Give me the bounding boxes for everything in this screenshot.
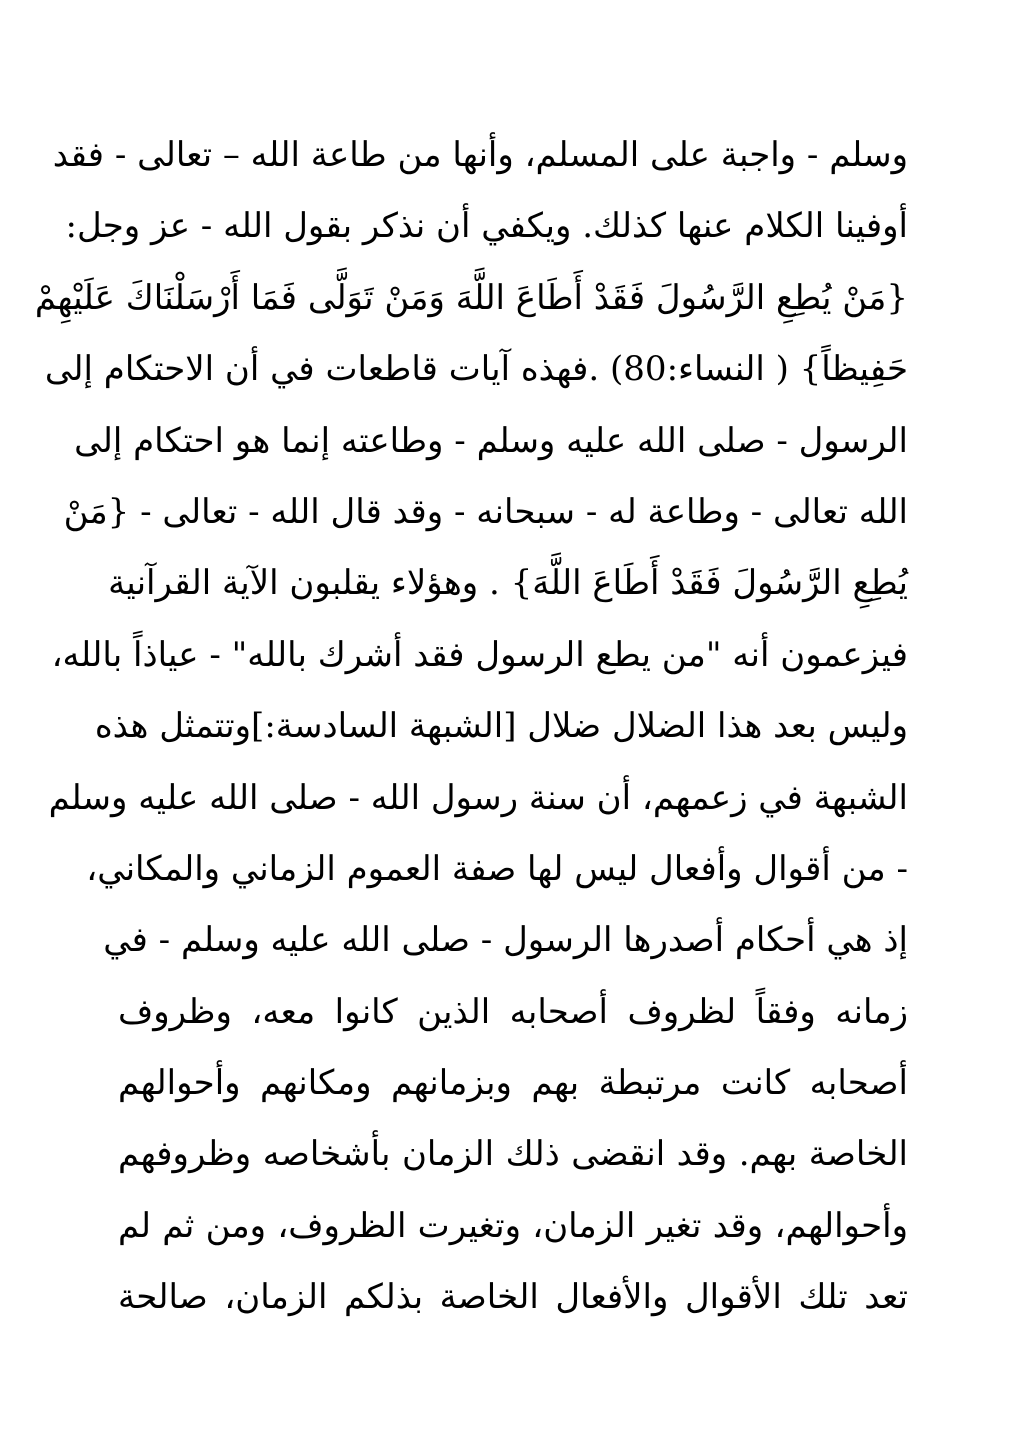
text-line: تعد تلك الأقوال والأفعال الخاصة بذلكم الزمان، صالحة [118,1277,908,1318]
text-line: وسلم - واجبة على المسلم، وأنها من طاعة الله – تعالى - فقد [52,135,908,175]
text-line: الله تعالى - وطاعة له - سبحانه - وقد قال الله - تعالى - {مَنْ [63,491,908,532]
text-line: يُطِعِ الرَّسُولَ فَقَدْ أَطَاعَ اللَّهَ} . وهؤلاء يقلبون الآية القرآنية [108,563,908,604]
text-line: زمانه وفقاً لظروف أصحابه الذين كانوا معه، وظروف [118,991,908,1032]
text-line: الرسول - صلى الله عليه وسلم - وطاعته إنما هو احتكام إلى [74,420,908,461]
text-line: حَفِيظاً} ( النساء:80) .فهذه آيات قاطعات في أن الاحتكام إلى [44,349,908,390]
text-line: إذ هي أحكام أصدرها الرسول - صلى الله عليه وسلم - في [103,920,908,961]
text-line: أصحابه كانت مرتبطة بهم وبزمانهم ومكانهم وأحوالهم [118,1063,908,1104]
text-line: - من أقوال وأفعال ليس لها صفة العموم الزماني والمكاني، [86,848,908,889]
text-line: {مَنْ يُطِعِ الرَّسُولَ فَقَدْ أَطَاعَ اللَّهَ وَمَنْ تَوَلَّى فَمَا أَرْسَلْنَاكَ عَلَيْهِمْ [34,277,908,318]
text-line: فيزعمون أنه "من يطع الرسول فقد أشرك بالله" - عياذاً بالله، [51,634,908,675]
text-line: وأحوالهم، وقد تغير الزمان، وتغيرت الظروف، ومن ثم لم [118,1205,908,1246]
text-line: أوفينا الكلام عنها كذلك. ويكفي أن نذكر بقول الله - عز وجل: [65,206,908,247]
text-line: الخاصة بهم. وقد انقضى ذلك الزمان بأشخاصه وظروفهم [118,1134,908,1175]
text-line: الشبهة في زعمهم، أن سنة رسول الله - صلى الله عليه وسلم [48,777,908,818]
text-line: وليس بعد هذا الضلال ضلال [الشبهة السادسة:]وتتمثل هذه [94,706,908,747]
body-text [34,120,908,1334]
